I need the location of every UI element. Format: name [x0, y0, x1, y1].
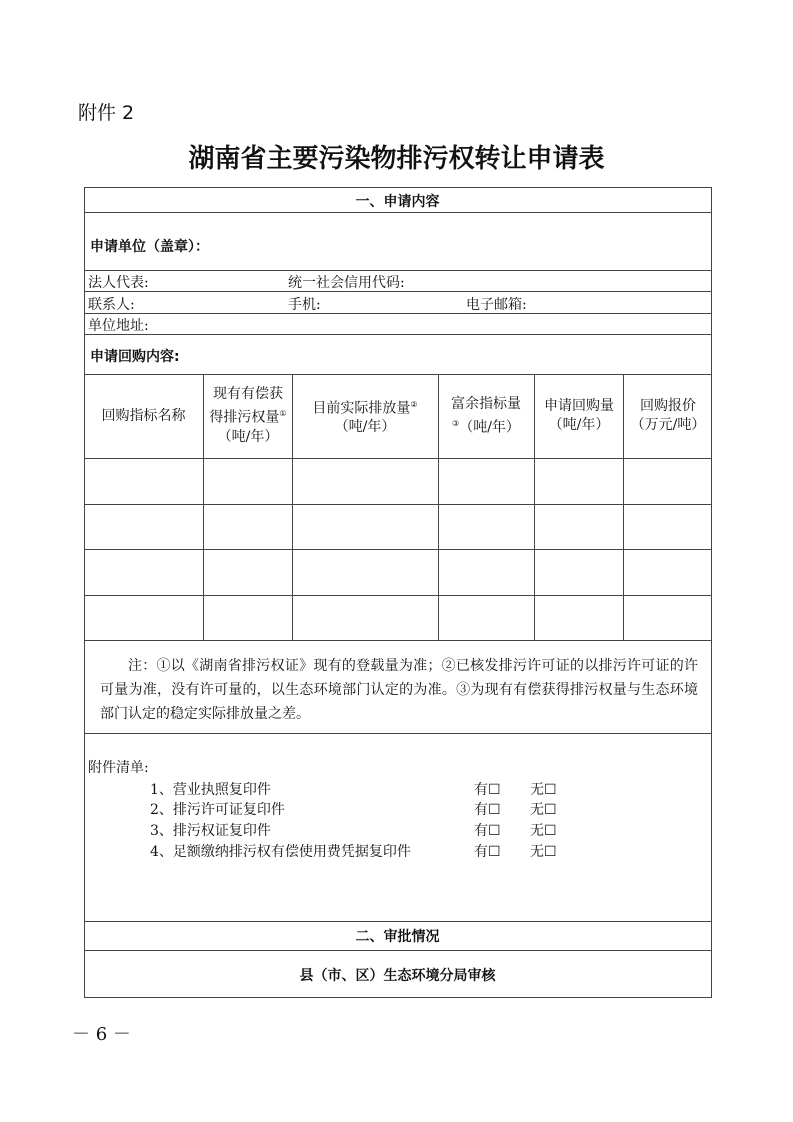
- footnote: 注：①以《湖南省排污权证》现有的登载量为准；②已核发排污许可证的以排污许可证的许可量为准，没有许可量的，以生态环境部门认定的为准。③为现有有偿获得排污权量与生态环境部门认定的稳定实际排放量之差。: [100, 658, 698, 722]
- form-title: 湖南省主要污染物排污权转让申请表: [188, 144, 605, 174]
- col-header-paid-quota: 现有有偿获得排污权量①（吨/年）: [209, 386, 287, 445]
- address-label: 单位地址:: [88, 318, 149, 334]
- attachment-item: 4、足额缴纳排污权有偿使用费凭据复印件: [150, 844, 411, 860]
- col-header-price: 回购报价（万元/吨）: [630, 398, 706, 433]
- col-header-buyback-amount: 申请回购量（吨/年）: [544, 398, 614, 433]
- checkbox-yes[interactable]: 有☐: [474, 823, 501, 839]
- legal-rep-label: 法人代表:: [88, 275, 149, 291]
- attachment-label: 附件 2: [78, 102, 135, 124]
- checkbox-yes[interactable]: 有☐: [474, 802, 501, 818]
- attachment-item: 1、营业执照复印件: [150, 782, 271, 798]
- buyback-content-label: 申请回购内容:: [90, 349, 180, 365]
- col-header-surplus: 富余指标量 ③（吨/年）: [451, 395, 521, 436]
- col-header-actual-emission: 目前实际排放量② （吨/年）: [312, 399, 418, 436]
- attachment-item: 2、排污许可证复印件: [150, 802, 285, 818]
- checkbox-yes[interactable]: 有☐: [474, 782, 501, 798]
- form-table: [84, 187, 712, 998]
- checkbox-no[interactable]: 无☐: [530, 844, 557, 860]
- phone-label: 手机:: [288, 297, 321, 313]
- checkbox-no[interactable]: 无☐: [530, 782, 557, 798]
- section-2-heading: 二、审批情况: [355, 929, 440, 945]
- checkbox-yes[interactable]: 有☐: [474, 844, 501, 860]
- contact-label: 联系人:: [88, 297, 135, 313]
- section-1-heading: 一、申请内容: [355, 194, 440, 210]
- checkbox-no[interactable]: 无☐: [530, 802, 557, 818]
- attachments-title: 附件清单:: [88, 760, 149, 776]
- page-number: － 6 －: [72, 1024, 131, 1045]
- credit-code-label: 统一社会信用代码:: [288, 275, 405, 291]
- attachment-item: 3、排污权证复印件: [150, 823, 271, 839]
- checkbox-no[interactable]: 无☐: [530, 823, 557, 839]
- applicant-label: 申请单位（盖章）：: [90, 239, 209, 255]
- email-label: 电子邮箱:: [466, 297, 527, 313]
- col-header-index-name: 回购指标名称: [101, 407, 186, 424]
- county-review-heading: 县（市、区）生态环境分局审核: [299, 968, 496, 984]
